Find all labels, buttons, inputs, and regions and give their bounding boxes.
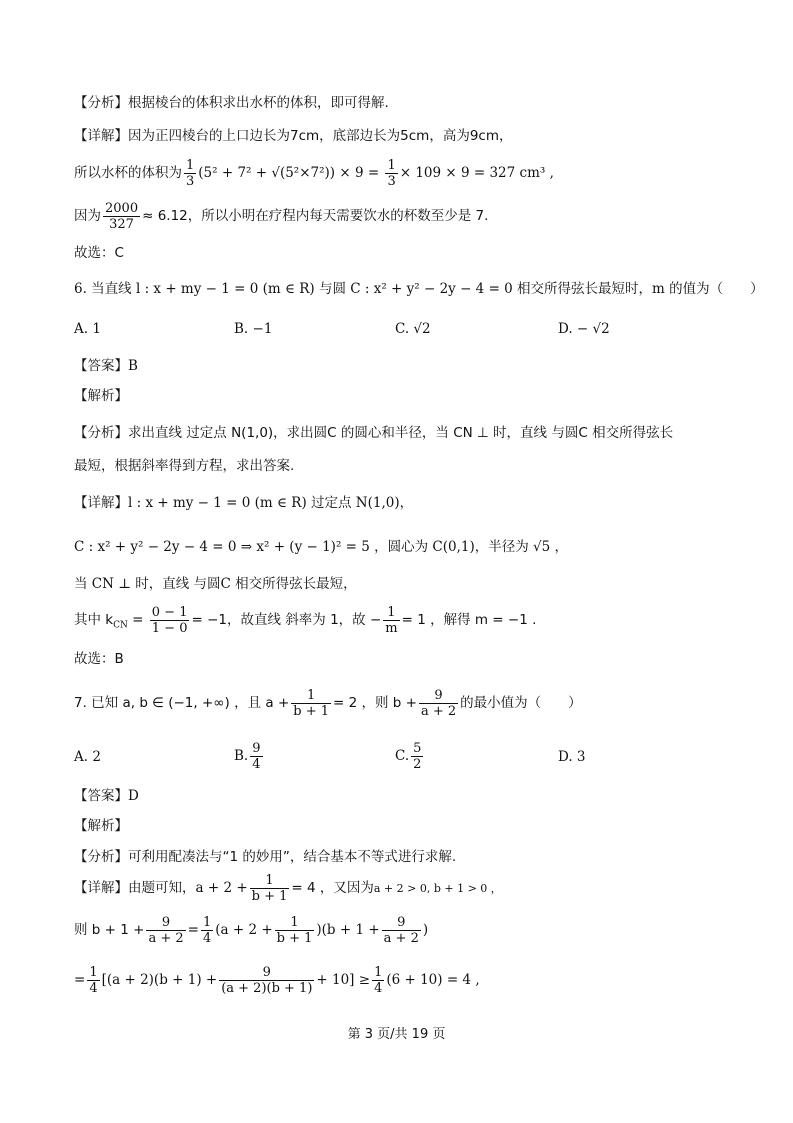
q6-option-c: C. √2 (395, 321, 431, 337)
last-prefix: = (74, 972, 86, 988)
stem-mid: = 2 ，则 b + (333, 695, 417, 711)
detail-prefix: 由题可知， (128, 880, 196, 896)
detail-tag: 【详解】 (74, 880, 128, 896)
slope-subscript: CN (113, 620, 128, 631)
then-prefix: 则 b + 1 + (74, 922, 145, 938)
q6-detail-3: 当 CN ⊥ 时，直线 与圆C 相交所得弦长最短， (74, 576, 357, 592)
q5-cups (74, 198, 488, 234)
then-eq: = (187, 922, 199, 938)
q6-detail-2: C : x² + y² − 2y − 4 = 0 ⇒ x² + (y − 1)² = 5 ，圆心为 C(0,1)，半径为 √5 ， (74, 539, 569, 555)
q6-option-a: A. 1 (74, 321, 101, 337)
page-footer: 第 3 页/共 19 页 (347, 1027, 446, 1042)
detail-fraction: $\frac{1}{b + 1}$ (251, 873, 288, 904)
analysis-text: 可利用配凑法与“1 的妙用”，结合基本不等式进行求解. (128, 849, 457, 865)
then-f1: $\frac{9}{a + 2}$ (148, 915, 184, 946)
slope-equals: = (127, 612, 148, 628)
detail-expr-b: = 4 ，又因为 (291, 880, 374, 896)
last-f3: $\frac{1}{4}$ (374, 965, 383, 996)
analysis-line-1: 求出直线 过定点 N(1,0)，求出圆C 的圆心和半径，当 CN ⊥ 时，直线 与圆C 相交所得弦长 (128, 425, 674, 441)
stem-fraction: $\frac{1}{b + 1}$ (293, 688, 330, 719)
detail-condition: a + 2 > 0, b + 1 > 0 ， (373, 882, 502, 895)
last-end: (6 + 10) = 4 , (386, 972, 480, 988)
slope-mid: = −1，故直线 斜率为 1，故 − (191, 612, 382, 628)
q5-analysis (74, 92, 389, 114)
detail-tag: 【详解】 (74, 128, 128, 144)
answer-value: D (128, 788, 139, 804)
slope-prefix: 其中 k (74, 612, 114, 628)
cups-text: ≈ 6.12，所以小明在疗程内每天需要饮水的杯数至少是 7. (142, 208, 489, 224)
q7-option-c: C. $\frac{5}{2}$ (395, 741, 422, 772)
detail-text: 因为正四棱台的上口边长为7cm，底部边长为5cm，高为9cm， (128, 128, 513, 144)
last-f2: $\frac{9}{(a + 2)(b + 1)}$ (221, 965, 313, 996)
q6-slope-line (74, 602, 536, 644)
stem-end: 的最小值为（ ） (460, 695, 582, 711)
q6-detail-1 (74, 492, 413, 514)
q7-stem (74, 685, 582, 721)
detail-line-1: l : x + my − 1 = 0 (m ∈ R) 过定点 N(1,0)， (128, 495, 414, 511)
q6-analysis-1 (74, 422, 673, 444)
q5-volume (74, 155, 554, 191)
analysis-tag: 【分析】 (74, 95, 128, 111)
answer-tag: 【答案】 (74, 358, 128, 374)
last-f1: $\frac{1}{4}$ (89, 965, 98, 996)
q7-solution-tag: 【解析】 (74, 818, 128, 834)
slope-fraction: $\frac{0 - 1}{1 - 0}$ (151, 605, 188, 636)
q7-option-d: D. 3 (558, 749, 586, 765)
fraction-one-third: $\frac{1}{3}$ (186, 158, 195, 189)
q6-stem: 6. 当直线 l : x + my − 1 = 0 (m ∈ R) 与圆 C : x² + y² − 2y − 4 = 0 相交所得弦长最短时，m 的值为（ ） (74, 281, 764, 297)
analysis-tag: 【分析】 (74, 425, 128, 441)
analysis-tag: 【分析】 (74, 849, 128, 865)
fraction-one-third-2: $\frac{1}{3}$ (387, 158, 396, 189)
q7-option-b: B. $\frac{9}{4}$ (234, 741, 261, 772)
answer-value: B (128, 358, 138, 374)
q7-analysis (74, 846, 456, 868)
volume-expression: (5² + 7² + √(5²×7²)) × 9 = (198, 165, 384, 181)
analysis-text: 根据棱台的体积求出水杯的体积，即可得解. (128, 95, 389, 111)
q5-answer-line: 故选：C (74, 245, 124, 261)
then-mid: (a + 2 + (215, 922, 273, 938)
volume-result: × 109 × 9 = 327 cm³ , (399, 165, 554, 181)
volume-prefix: 所以水杯的体积为 (74, 165, 182, 181)
q6-answer-line: 故选：B (74, 651, 124, 667)
q6-analysis-2: 最短，根据斜率得到方程，求出答案. (74, 458, 295, 474)
then-f3: $\frac{1}{b + 1}$ (276, 915, 313, 946)
then-end: ) (422, 922, 429, 938)
q6-option-b: B. −1 (234, 321, 273, 337)
q7-detail (74, 870, 502, 907)
stem-prefix: 7. 已知 a, b ∈ (−1, +∞) ，且 a + (74, 695, 290, 711)
then-f4: $\frac{9}{a + 2}$ (383, 915, 419, 946)
q7-option-a: A. 2 (74, 749, 101, 765)
then-f2: $\frac{1}{4}$ (202, 915, 212, 946)
slope-fraction-2: $\frac{1}{m}$ (385, 605, 398, 636)
detail-expr-a: a + 2 + (195, 880, 248, 896)
q6-solution-tag: 【解析】 (74, 388, 128, 404)
answer-tag: 【答案】 (74, 788, 128, 804)
q6-option-d: D. − √2 (558, 321, 610, 337)
cups-fraction: $\frac{2000}{327}$ (105, 201, 139, 232)
stem-fraction-2: $\frac{9}{a + 2}$ (420, 688, 457, 719)
q6-answer (74, 355, 138, 377)
slope-end: = 1 ，解得 m = −1 . (401, 612, 537, 628)
q5-detail (74, 125, 513, 147)
last-mid2: + 10] ≥ (316, 972, 371, 988)
last-mid: [(a + 2)(b + 1) + (101, 972, 218, 988)
detail-tag: 【详解】 (74, 495, 128, 511)
q7-last-line (74, 962, 480, 998)
then-mid2: )(b + 1 + (316, 922, 380, 938)
q7-answer (74, 785, 139, 807)
cups-prefix: 因为 (74, 208, 101, 224)
q7-then-line (74, 912, 428, 948)
